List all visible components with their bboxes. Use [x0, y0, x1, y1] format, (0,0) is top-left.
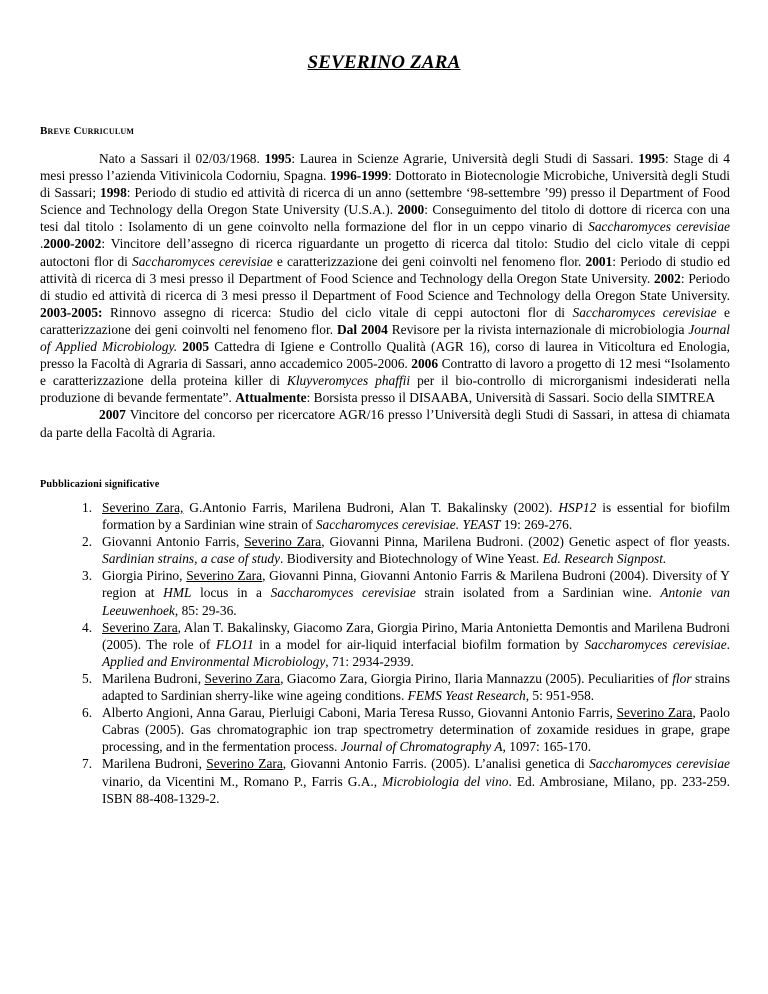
cv-species: Saccharomyces cerevisiae	[132, 253, 273, 269]
cv-year: 1995	[264, 151, 292, 166]
publication-text: FEMS Yeast Research	[407, 688, 526, 704]
publication-text: strain isolated from a Sardinian wine.	[415, 585, 661, 601]
author-highlight: Severino Zara	[204, 670, 281, 686]
cv-year: 2007	[99, 407, 126, 423]
publication-number: 2.	[82, 534, 93, 550]
publication-text: Saccharomyces cerevisiae. YEAST	[315, 517, 501, 533]
publication-text: FLO11	[215, 636, 254, 652]
cv-year: 2001	[585, 253, 613, 269]
cv-text: : Vincitore dell’assegno di ricerca riguardante un progetto di ricerca dal titolo: Studio del ciclo vitale di ceppi autoctoni flor di	[40, 236, 730, 269]
publication-text: Saccharomyces cerevisiae	[270, 585, 416, 601]
publication-number: 6.	[82, 705, 93, 721]
cv-year: 1995	[638, 151, 666, 166]
publication-number: 7.	[82, 756, 93, 772]
author-highlight: Severino Zara	[244, 534, 322, 550]
cv-year: 1998	[100, 185, 127, 201]
publication-text: locus in a	[191, 585, 271, 601]
publication-text: G.Antonio Farris, Marilena Budroni, Alan T. Bakalinsky (2002).	[183, 500, 559, 515]
publication-item	[40, 499, 730, 533]
cv-text: e caratterizzazione dei geni coinvolti nel fenomeno flor.	[272, 253, 586, 269]
cv-year: Dal 2004	[336, 321, 388, 337]
cv-text: : Borsista presso il DISAABA, Università di Sassari. Socio della SIMTREA	[306, 390, 715, 406]
cv-text: : Periodo di studio ed attività di ricerca di 3 mesi presso il Department of Food Science and Technology della Oregon State University.	[40, 270, 730, 303]
publication-text: HML	[163, 585, 192, 601]
publication-text: , Giacomo Zara, Giorgia Pirino, Ilaria Mannazzu (2005). Peculiarities of	[280, 670, 673, 686]
publication-item	[40, 567, 730, 618]
publication-text: Ed. Research Signpost.	[542, 551, 667, 567]
cv-species: Saccharomyces cerevisiae	[588, 219, 730, 235]
publication-text: , 85: 29-36.	[174, 602, 237, 618]
cv-text: : Periodo di studio ed attività di ricerca di 3 mesi presso il Department of Food Science and Technology della Oregon State University.	[40, 253, 731, 286]
cv-text: Contratto di lavoro a progetto di 12 mesi “Isolamento e caratterizzazione della proteina killer di	[40, 356, 730, 389]
publication-text: , 71: 2934-2939.	[325, 653, 414, 669]
cv-text: : Laurea in Scienze Agrarie, Università degli Studi di Sassari.	[291, 151, 639, 166]
publication-text: , Alan T. Bakalinsky, Giacomo Zara, Giorgia Pirino, Maria Antonietta Demontis and Marilena Budroni (2005). The role of	[102, 619, 730, 652]
publication-number: 4.	[82, 619, 93, 635]
publication-text: , 5: 951-958.	[525, 688, 595, 704]
cv-text: .	[40, 236, 44, 252]
cv-year: 2005	[182, 339, 210, 355]
publication-text: in a model for air-liquid interfacial biofilm formation by	[253, 636, 585, 652]
publication-text: , Paolo Cabras (2005). Gas chromatographic ion trap spectrometry determination of zoxamide residues in grape, grape processing, and in the fermentation process.	[102, 705, 730, 755]
publication-text: . Biodiversity and Biotechnology of Wine Yeast.	[280, 551, 543, 567]
publication-text: Giovanni Antonio Farris,	[102, 534, 245, 550]
author-highlight: Severino Zara	[206, 756, 283, 772]
cv-text: : Conseguimento del titolo di dottore di ricerca con una tesi dal titolo : Isolamento di un gene coinvolto nella formazione del flor in un ceppo vinario di	[40, 202, 730, 235]
publications-heading: Pubblicazioni significative	[40, 479, 160, 490]
publication-text: HSP12	[558, 500, 597, 515]
cv-text: : Dottorato in Biotecnologie Microbiche, Università degli Studi di Sassari;	[40, 168, 730, 201]
publication-text: , 1097: 165-170.	[502, 739, 592, 755]
cv-year: 2000	[397, 202, 425, 218]
cv-text: per il bio-controllo di microrganismi indesiderati nella produzione di bevande fermentate”.	[40, 373, 730, 406]
publication-text: Microbiologia del vino	[382, 773, 509, 789]
publication-text: , Giovanni Antonio Farris. (2005). L’analisi genetica di	[282, 756, 590, 772]
publication-text: Saccharomyces cerevisiae	[584, 636, 727, 652]
publication-text: .	[726, 636, 731, 652]
cv-text: e caratterizzazione dei geni coinvolti nel fenomeno flor.	[40, 304, 730, 337]
publication-text: is essential for biofilm formation by a Sardinian wine strain of	[102, 500, 730, 533]
cv-year: 2006	[411, 356, 439, 372]
cv-species: Saccharomyces cerevisiae	[572, 304, 717, 320]
publication-text: Journal of Chromatography A	[340, 739, 503, 755]
publication-item	[40, 533, 730, 567]
publication-text: strains adapted to Sardinian sherry-like wine ageing conditions.	[102, 670, 730, 704]
cv-heading: Breve Curriculum	[40, 125, 135, 137]
cv-currently: Attualmente	[235, 390, 307, 406]
cv-text: Cattedra di Igiene e Controllo Qualità (AGR 16), corso di laurea in Viticoltura ed Enologia, presso la Facoltà di Agraria di Sassari, anno accademico 2005-2006.	[40, 339, 730, 372]
publications-list	[40, 499, 730, 807]
publication-text: Antonie van Leeuwenhoek	[102, 585, 730, 618]
publication-text: Saccharomyces cerevisiae	[589, 756, 730, 772]
cv-year: 2000-2002	[43, 236, 102, 252]
publication-text: . Ed. Ambrosiane, Milano, pp. 233-259. ISBN 88-408-1329-2.	[102, 773, 730, 806]
publication-item	[40, 619, 730, 670]
publication-item	[40, 704, 730, 755]
cv-year: 1996-1999	[330, 168, 389, 184]
cv-text: : Stage di 4 mesi presso l’azienda Vitivinicola Codorniu, Spagna.	[40, 151, 730, 184]
publication-number: 3.	[82, 568, 93, 584]
author-highlight: Severino Zara,	[102, 500, 184, 515]
publication-text: , Giovanni Pinna, Marilena Budroni. (2002) Genetic aspect of flor yeasts.	[321, 534, 730, 550]
cv-text: Rinnovo assegno di ricerca: Studio del ciclo vitale di ceppi autoctoni flor di	[102, 304, 573, 320]
publication-text: Sardinian strains, a case of study	[102, 551, 281, 567]
publication-text: , Giovanni Pinna, Giovanni Antonio Farris & Marilena Budroni (2004). Diversity of Y region at	[102, 568, 730, 601]
publication-text: Alberto Angioni, Anna Garau, Pierluigi Caboni, Maria Teresa Russo, Giovanni Antonio Farris,	[102, 705, 617, 721]
cv-text: : Periodo di studio ed attività di ricerca di un anno (settembre ‘98-settembre ’99) presso il Department of Food Science and Technology della Oregon State University (U.S.A.).	[40, 185, 730, 218]
publication-text: Marilena Budroni,	[102, 670, 205, 686]
author-highlight: Severino Zara	[186, 568, 263, 584]
publication-text: Giorgia Pirino,	[102, 568, 187, 584]
publication-item	[40, 755, 730, 806]
cv-year: 2003-2005:	[40, 304, 103, 320]
cv-body	[40, 150, 730, 441]
publication-text: flor	[672, 670, 692, 686]
cv-text: Nato a Sassari il 02/03/1968.	[99, 151, 265, 166]
publication-number: 1.	[82, 500, 93, 515]
publication-text: Marilena Budroni,	[102, 756, 207, 772]
cv-year: 2002	[654, 270, 681, 286]
cv-species: Kluyveromyces phaffii	[286, 373, 411, 389]
cv-journal: Journal of Applied Microbiology.	[40, 321, 730, 355]
publication-text: 19: 269-276.	[500, 517, 573, 533]
author-highlight: Severino Zara	[616, 705, 693, 721]
cv-text: Vincitore del concorso per ricercatore AGR/16 presso l’Università degli Studi di Sassari, in attesa di chiamata da parte della Facoltà di Agraria.	[40, 407, 730, 440]
author-highlight: Severino Zara	[102, 619, 178, 635]
page-title: SEVERINO ZARA	[307, 52, 461, 73]
cv-paragraph-1	[40, 150, 730, 406]
publication-number: 5.	[82, 670, 93, 686]
cv-paragraph-2	[40, 406, 730, 440]
cv-text: Revisore per la rivista internazionale di microbiologia	[387, 321, 689, 337]
publication-text: Applied and Environmental Microbiology	[102, 653, 326, 669]
publication-item	[40, 670, 730, 704]
publication-text: vinario, da Vicentini M., Romano P., Farris G.A.,	[102, 773, 383, 789]
